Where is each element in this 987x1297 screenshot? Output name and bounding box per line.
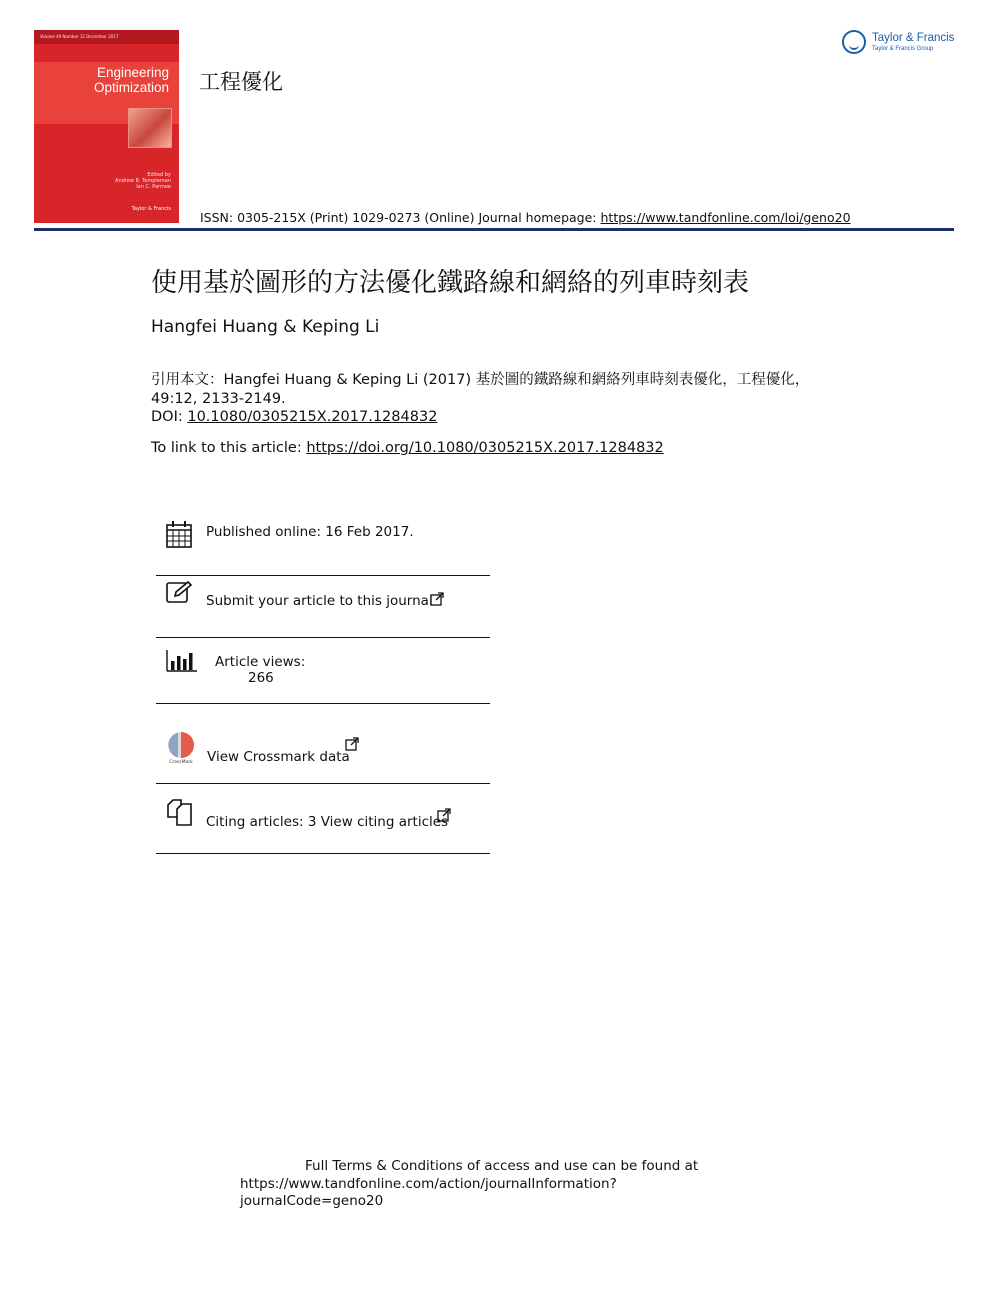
article-title: 使用基於圖形的方法優化鐵路線和網絡的列車時刻表	[151, 268, 750, 298]
documents-icon	[166, 798, 194, 826]
citing-articles-row[interactable]	[156, 798, 490, 856]
cover-journal-title	[34, 65, 169, 95]
cover-strip: Volume 49 Number 12 December 2017	[34, 30, 179, 44]
footer-line1: Full Terms & Conditions of access and use can be found at	[305, 1158, 699, 1174]
external-link-icon[interactable]	[430, 592, 444, 606]
cover-editors	[115, 172, 171, 190]
published-row	[156, 518, 490, 558]
divider	[156, 783, 490, 784]
article-link-line	[151, 440, 664, 456]
cover-editors-line2: Andrew B. Templeman	[115, 178, 171, 184]
submit-article-link[interactable]: Submit your article to this journal	[206, 593, 433, 609]
journal-name: 工程優化	[199, 70, 283, 94]
doi-line	[151, 409, 437, 425]
crossmark-icon	[164, 730, 198, 764]
article-link-label: To link to this article:	[151, 440, 307, 456]
divider	[156, 853, 490, 854]
crossmark-logo-text: CrossMark	[169, 760, 193, 764]
article-link[interactable]: https://doi.org/10.1080/0305215X.2017.1284832	[306, 440, 664, 456]
tf-logo-group: Taylor & Francis Group	[872, 46, 934, 52]
divider	[156, 637, 490, 638]
cover-artwork	[128, 108, 172, 148]
article-views-count: 266	[248, 670, 274, 686]
doi-link[interactable]: 10.1080/0305215X.2017.1284832	[187, 409, 438, 425]
published-online-text: Published online: 16 Feb 2017.	[206, 524, 414, 540]
cover-publisher-logo: Taylor & Francis	[131, 206, 171, 212]
crossmark-row[interactable]	[156, 728, 490, 786]
footer-line2[interactable]: https://www.tandfonline.com/action/journalInformation?	[240, 1175, 617, 1192]
submit-article-row[interactable]	[156, 580, 490, 640]
terms-footer	[240, 1158, 740, 1211]
external-link-icon[interactable]	[345, 737, 359, 751]
view-crossmark-link[interactable]: View Crossmark data	[207, 749, 350, 765]
article-authors: Hangfei Huang & Keping Li	[151, 317, 380, 337]
tf-logo-brand: Taylor & Francis	[872, 32, 955, 44]
cover-editors-line1: Edited by	[147, 172, 171, 178]
article-views-label: Article views:	[215, 654, 306, 670]
taylor-francis-logo[interactable]	[842, 30, 962, 60]
divider	[156, 703, 490, 704]
divider	[156, 575, 490, 576]
doi-label: DOI:	[151, 409, 188, 425]
citing-articles-link[interactable]: Citing articles: 3 View citing articles	[206, 814, 449, 830]
cover-title-line1: Engineering	[96, 65, 169, 80]
header-divider	[34, 228, 954, 231]
journal-cover-image	[34, 30, 179, 223]
external-link-icon[interactable]	[437, 808, 451, 822]
issn-text: ISSN: 0305-215X (Print) 1029-0273 (Online) Journal homepage:	[200, 210, 601, 225]
tf-lamp-icon	[842, 30, 866, 54]
edit-pencil-icon	[166, 580, 194, 604]
citation-text: 引用本文：Hangfei Huang & Keping Li (2017) 基於圖的鐵路線和網絡列車時刻表優化，工程優化，49:12, 2133-2149.	[151, 372, 810, 407]
issn-line	[200, 210, 851, 225]
article-views-row	[156, 648, 490, 706]
bar-chart-icon	[166, 650, 198, 672]
cover-editors-line3: Ian C. Parmee	[136, 184, 171, 190]
footer-line3[interactable]: journalCode=geno20	[240, 1193, 384, 1209]
calendar-icon	[166, 520, 192, 548]
cover-title-line2: Optimization	[93, 80, 169, 95]
journal-homepage-link[interactable]: https://www.tandfonline.com/loi/geno20	[600, 210, 851, 225]
